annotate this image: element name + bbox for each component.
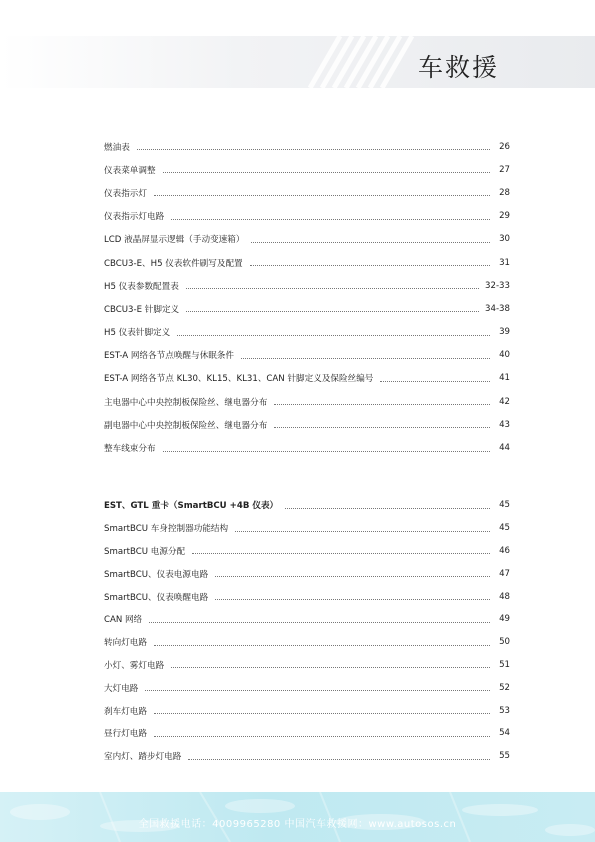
toc-entry-title: 副电器中心中央控制板保险丝、继电器分布 xyxy=(104,419,271,431)
toc-entry-title: 仪表指示灯电路 xyxy=(104,210,168,222)
toc-entry-title: EST、GTL 重卡（SmartBCU +4B 仪表） xyxy=(104,499,282,511)
toc-row xyxy=(104,297,510,320)
toc-entry-page: 48 xyxy=(493,592,510,602)
toc-dot-leader xyxy=(274,427,490,428)
toc-row xyxy=(104,344,510,367)
toc-entry-page: 26 xyxy=(493,142,510,152)
toc-entry-page: 29 xyxy=(493,211,510,221)
toc-entry-page: 54 xyxy=(493,728,510,738)
toc-entry-title: CBCU3-E 针脚定义 xyxy=(104,303,183,315)
footer-contact-text: 全国救援电话：4009965280 中国汽车救援网：www.autosos.cn xyxy=(138,819,457,830)
toc-dot-leader xyxy=(241,358,490,359)
toc-entry-title: 大灯电路 xyxy=(104,682,142,694)
toc-section-1 xyxy=(104,135,510,460)
toc-row xyxy=(104,205,510,228)
toc-dot-leader xyxy=(274,404,490,405)
toc-entry-title: EST-A 网络各节点唤醒与休眠条件 xyxy=(104,349,238,361)
toc-row xyxy=(104,517,510,540)
toc-dot-leader xyxy=(215,576,490,577)
toc-entry-page: 53 xyxy=(493,706,510,716)
header-band xyxy=(0,36,595,88)
toc-dot-leader xyxy=(380,381,490,382)
toc-dot-leader xyxy=(149,622,490,623)
toc-dot-leader xyxy=(188,759,490,760)
toc-entry-title: CBCU3-E、H5 仪表软件刷写及配置 xyxy=(104,257,247,269)
toc-dot-leader xyxy=(235,531,490,532)
toc-row xyxy=(104,135,510,158)
toc-entry-page: 40 xyxy=(493,350,510,360)
toc-entry-title: CAN 网络 xyxy=(104,613,146,625)
toc-entry-title: 主电器中心中央控制板保险丝、继电器分布 xyxy=(104,396,271,408)
toc-dot-leader xyxy=(154,195,490,196)
toc-row xyxy=(104,676,510,699)
toc-entry-title: EST-A 网络各节点 KL30、KL15、KL31、CAN 针脚定义及保险丝编号 xyxy=(104,372,377,384)
toc-dot-leader xyxy=(285,508,490,509)
toc-dot-leader xyxy=(186,311,479,312)
header-stripes-decoration xyxy=(300,36,420,88)
toc-dot-leader xyxy=(251,242,490,243)
toc-row xyxy=(104,494,510,517)
toc-entry-page: 52 xyxy=(493,683,510,693)
toc-row xyxy=(104,608,510,631)
toc-dot-leader xyxy=(154,713,490,714)
toc-entry-page: 50 xyxy=(493,637,510,647)
toc-entry-title: 刹车灯电路 xyxy=(104,705,151,717)
toc-entry-title: 昼行灯电路 xyxy=(104,727,151,739)
toc-row xyxy=(104,251,510,274)
toc-entry-page: 44 xyxy=(493,443,510,453)
toc-row xyxy=(104,654,510,677)
toc-entry-page: 46 xyxy=(493,546,510,556)
toc-entry-page: 45 xyxy=(493,523,510,533)
toc-entry-title: LCD 液晶屏显示逻辑（手动变速箱） xyxy=(104,233,248,245)
toc-entry-title: 整车线束分布 xyxy=(104,442,160,454)
toc-row xyxy=(104,274,510,297)
toc-entry-page: 43 xyxy=(493,420,510,430)
toc-entry-page: 42 xyxy=(493,397,510,407)
toc-row xyxy=(104,413,510,436)
toc-entry-page: 32-33 xyxy=(482,281,510,291)
toc-entry-page: 41 xyxy=(493,373,510,383)
toc-row xyxy=(104,228,510,251)
toc-entry-title: SmartBCU、仪表唤醒电路 xyxy=(104,591,212,603)
toc-dot-leader xyxy=(171,219,490,220)
toc-row xyxy=(104,436,510,459)
toc-dot-leader xyxy=(171,667,490,668)
toc-row xyxy=(104,562,510,585)
toc-entry-page: 28 xyxy=(493,188,510,198)
toc-entry-title: SmartBCU、仪表电源电路 xyxy=(104,568,212,580)
page-title: 车救援 xyxy=(417,53,499,82)
toc-dot-leader xyxy=(163,172,490,173)
toc-entry-page: 45 xyxy=(493,500,510,510)
toc-dot-leader xyxy=(145,690,490,691)
toc-entry-title: 小灯、雾灯电路 xyxy=(104,659,168,671)
toc-dot-leader xyxy=(215,599,490,600)
toc-entry-page: 49 xyxy=(493,614,510,624)
toc-row xyxy=(104,699,510,722)
toc-dot-leader xyxy=(137,149,490,150)
toc-entry-title: SmartBCU 车身控制器功能结构 xyxy=(104,522,232,534)
toc-row xyxy=(104,540,510,563)
toc-entry-title: 仪表指示灯 xyxy=(104,187,151,199)
toc-entry-title: 室内灯、踏步灯电路 xyxy=(104,750,185,762)
toc-entry-page: 30 xyxy=(493,234,510,244)
toc-row xyxy=(104,631,510,654)
toc-entry-page: 34-38 xyxy=(482,304,510,314)
toc-row xyxy=(104,158,510,181)
toc-row xyxy=(104,722,510,745)
toc-entry-title: SmartBCU 电源分配 xyxy=(104,545,189,557)
toc-row xyxy=(104,321,510,344)
toc-row xyxy=(104,585,510,608)
toc-entry-title: 燃油表 xyxy=(104,141,134,153)
toc-row xyxy=(104,181,510,204)
toc-dot-leader xyxy=(154,645,490,646)
toc-dot-leader xyxy=(192,553,490,554)
toc-dot-leader xyxy=(177,335,490,336)
toc-entry-page: 31 xyxy=(493,258,510,268)
toc-dot-leader xyxy=(250,265,490,266)
toc-row xyxy=(104,390,510,413)
toc-row xyxy=(104,745,510,768)
toc-entry-page: 47 xyxy=(493,569,510,579)
toc-entry-page: 39 xyxy=(493,327,510,337)
toc-entry-title: 仪表菜单调整 xyxy=(104,164,160,176)
toc-dot-leader xyxy=(154,736,490,737)
toc-dot-leader xyxy=(163,451,490,452)
toc-dot-leader xyxy=(186,288,479,289)
toc-row xyxy=(104,367,510,390)
toc-section-2 xyxy=(104,494,510,768)
toc-entry-title: H5 仪表针脚定义 xyxy=(104,326,174,338)
toc-entry-title: H5 仪表参数配置表 xyxy=(104,280,183,292)
toc-entry-page: 55 xyxy=(493,751,510,761)
toc-entry-page: 51 xyxy=(493,660,510,670)
toc-entry-title: 转向灯电路 xyxy=(104,636,151,648)
toc-entry-page: 27 xyxy=(493,165,510,175)
